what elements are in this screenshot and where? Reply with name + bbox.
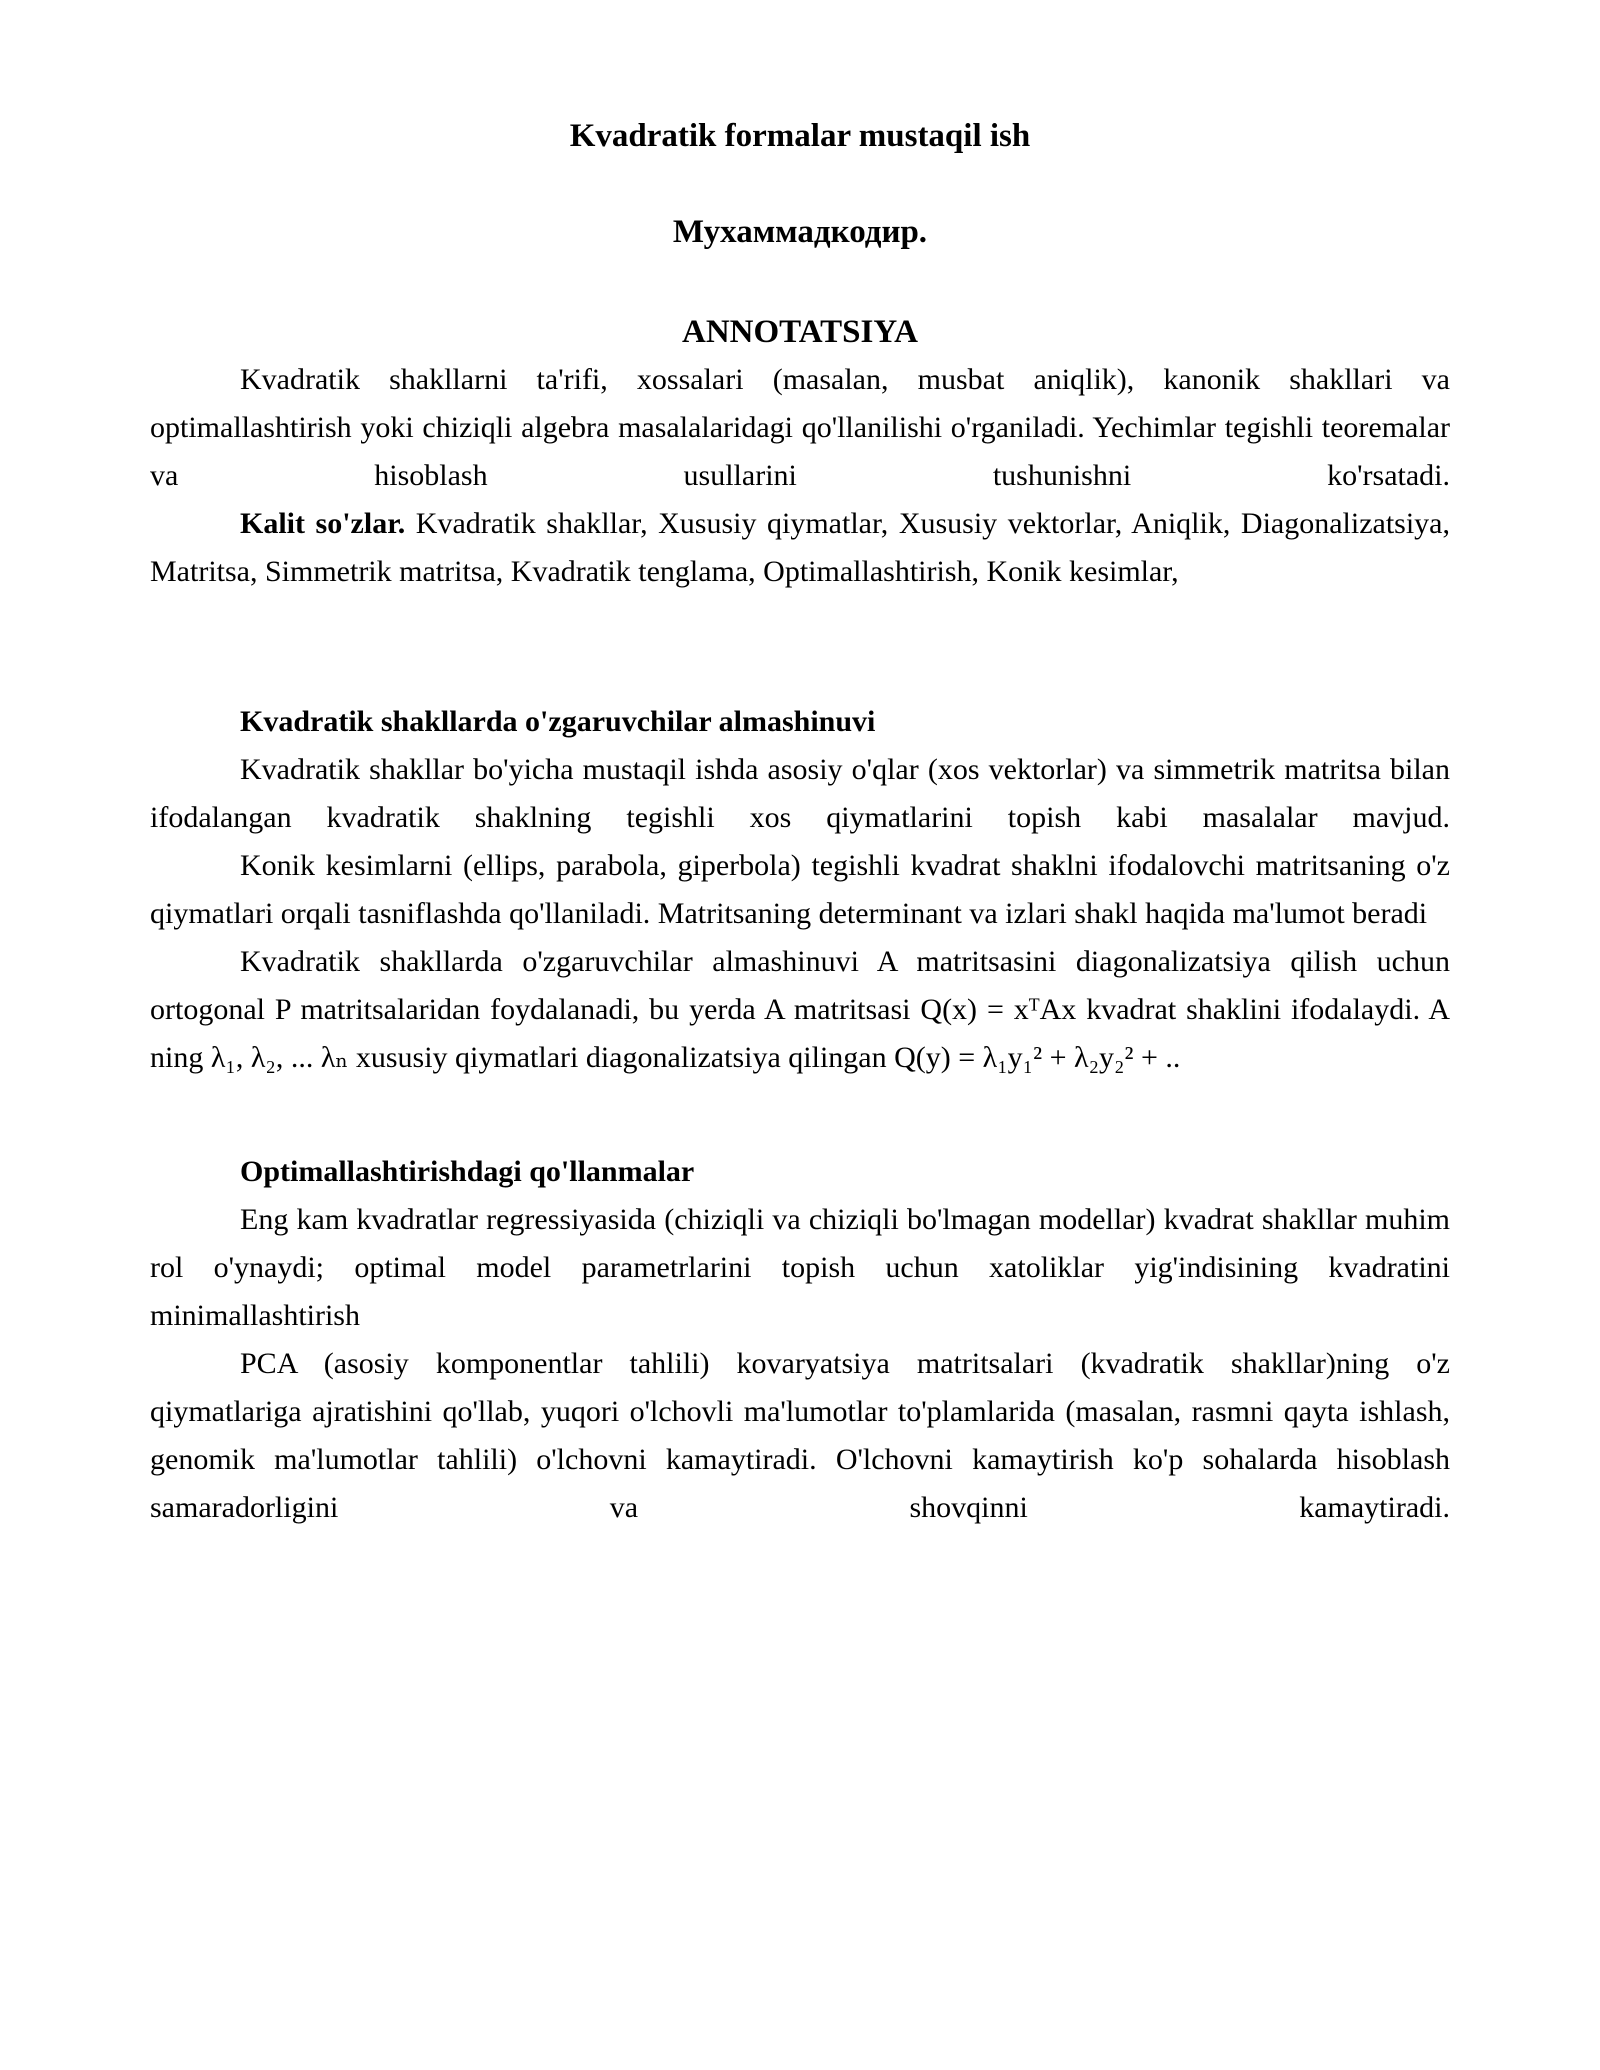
paragraph-pca: PCA (asosiy komponentlar tahlili) kovaryatsiya matritsalari (kvadratik shakllar)ning o'z qiymatlariga ajratishini qo'llab, yuqori o'lchovli ma'lumotlar to'plamlarida (masalan, rasmni qayta ishlash, genomik ma'lumotlar tahlili) o'lchovni kamaytiradi. O'lchovni kamaytirish ko'p sohalarda hisoblash samaradorligini va shovqinni kamaytiradi. <box>150 1347 1450 1524</box>
paragraph-conic-sections: Konik kesimlarni (ellips, parabola, giperbola) tegishli kvadrat shaklni ifodalovchi matritsaning o'z qiymatlari orqali tasniflashda qo'llaniladi. Matritsaning determinant va izlari shakl haqida ma'lumot beradi <box>150 849 1450 930</box>
annotation-paragraph: Kvadratik shakllarni ta'rifi, xossalari (masalan, musbat aniqlik), kanonik shakllari va optimallashtirish yoki chiziqli algebra masalalaridagi qo'llanilishi o'rganiladi. Yechimlar tegishli teoremalar va hisoblash usullarini tushunishni ko'rsatadi. <box>150 363 1450 492</box>
paragraph-variables-change: Kvadratik shakllar bo'yicha mustaqil ishda asosiy o'qlar (xos vektorlar) va simmetrik matritsa bilan ifodalangan kvadratik shaklning tegishli xos qiymatlarini topish kabi masalalar mavjud. <box>150 753 1450 834</box>
section-heading-variables-change: Kvadratik shakllarda o'zgaruvchilar almashinuvi <box>240 705 876 738</box>
annotation-heading: ANNOTATSIYA <box>682 314 918 350</box>
author-name: Мухаммадкодир. <box>672 214 928 250</box>
paragraph-diagonalization: Kvadratik shakllarda o'zgaruvchilar almashinuvi A matritsasini diagonalizatsiya qilish uchun ortogonal P matritsalaridan foydalanadi, bu yerda A matritsasi Q(x) = xᵀAx kvadrat shaklini ifodalaydi. A ning λ₁, λ₂, ... λₙ xususiy qiymatlari diagonalizatsiya qilingan Q(y) = λ₁y₁² + λ₂y₂² + .. <box>150 945 1450 1074</box>
keywords-paragraph <box>150 500 1450 596</box>
keywords-list: Kvadratik shakllar, Xususiy qiymatlar, Xususiy vektorlar, Aniqlik, Diagonalizatsiya, Matritsa, Simmetrik matritsa, Kvadratik tenglama, Optimallashtirish, Konik kesimlar, <box>150 507 1450 588</box>
keywords-label: Kalit so'zlar. <box>240 507 406 540</box>
paragraph-least-squares: Eng kam kvadratlar regressiyasida (chiziqli va chiziqli bo'lmagan modellar) kvadrat shakllar muhim rol o'ynaydi; optimal model parametrlarini topish uchun xatoliklar yig'indisining kvadratini minimallashtirish <box>150 1203 1450 1332</box>
document-title: Kvadratik formalar mustaqil ish <box>569 118 1031 154</box>
section-heading-optimization: Optimallashtirishdagi qo'llanmalar <box>240 1155 695 1188</box>
